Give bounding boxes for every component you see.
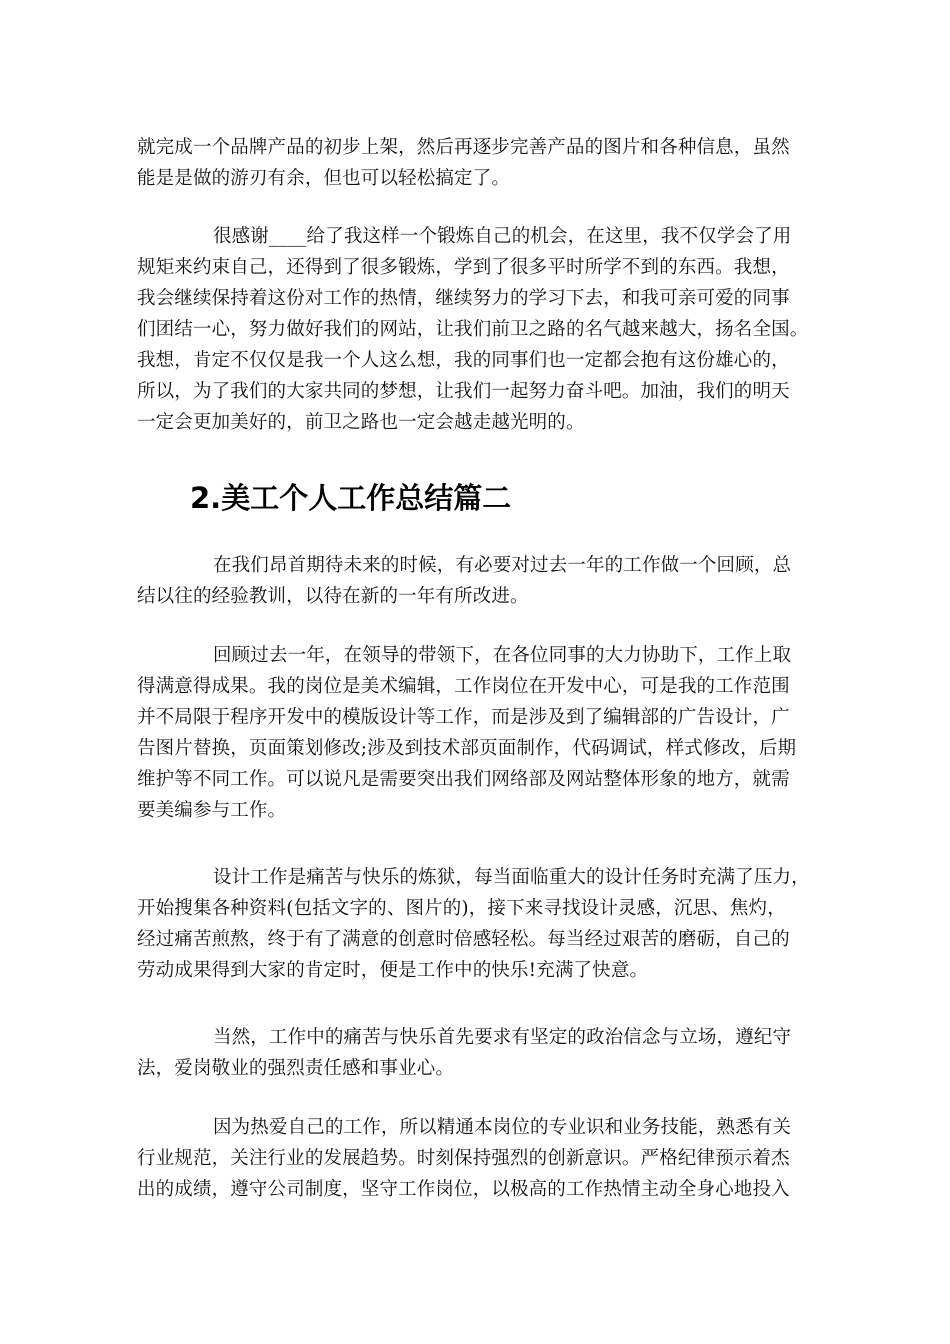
text-line: 要美编参与工作。 [137, 800, 287, 821]
text-line: 开始搜集各种资料(包括文字的、图片的)，接下来寻找设计灵感，沉思、焦灼， [137, 898, 786, 919]
paragraph-continuation [137, 132, 827, 194]
paragraph-intro [137, 550, 827, 612]
paragraph-review [137, 640, 827, 826]
text-line: 规矩来约束自己，还得到了很多锻炼，学到了很多平时所学不到的东西。我想， [137, 257, 790, 278]
section-heading: 2.美工个人工作总结篇二 [190, 481, 512, 515]
text-line: 经过痛苦煎熬，终于有了满意的创意时倍感轻松。每当经过艰苦的磨砺，自己的 [137, 929, 790, 950]
text-line: 当然，工作中的痛苦与快乐首先要求有坚定的政治信念与立场，遵纪守 [213, 1027, 792, 1048]
text-line: 得满意得成果。我的岗位是美术编辑，工作岗位在开发中心，可是我的工作范围 [137, 676, 790, 697]
paragraph-principles [137, 1022, 827, 1084]
text-line: 因为热爱自己的工作，所以精通本岗位的专业识和业务技能，熟悉有关 [213, 1117, 792, 1138]
text-line: 们团结一心，努力做好我们的网站，让我们前卫之路的名气越来越大，扬名全国。 [137, 319, 809, 340]
text-line: 很感谢____给了我这样一个锻炼自己的机会，在这里，我不仅学会了用 [213, 226, 792, 247]
text-line: 法，爱岗敬业的强烈责任感和事业心。 [137, 1058, 455, 1079]
text-line: 所以，为了我们的大家共同的梦想，让我们一起努力奋斗吧。加油，我们的明天 [137, 381, 790, 402]
text-line: 回顾过去一年，在领导的带领下，在各位同事的大力协助下，工作上取 [213, 645, 792, 666]
text-line: 我想，肯定不仅仅是我一个人这么想，我的同事们也一定都会抱有这份雄心的， [137, 350, 790, 371]
text-line: 就完成一个品牌产品的初步上架，然后再逐步完善产品的图片和各种信息，虽然 [137, 137, 790, 158]
text-line: 我会继续保持着这份对工作的热情，继续努力的学习下去，和我可亲可爱的同事 [137, 288, 790, 309]
text-line: 一定会更加美好的，前卫之路也一定会越走越光明的。 [137, 412, 585, 433]
text-line: 出的成绩，遵守公司制度，坚守工作岗位，以极高的工作热情主动全身心地投入 [137, 1179, 790, 1200]
text-line: 并不局限于程序开发中的模版设计等工作，而是涉及到了编辑部的广告设计，广 [137, 707, 790, 728]
text-line: 维护等不同工作。可以说凡是需要突出我们网络部及网站整体形象的地方，就需 [137, 769, 790, 790]
text-line: 在我们昂首期待未来的时候，有必要对过去一年的工作做一个回顾，总 [213, 555, 792, 576]
paragraph-expertise [137, 1112, 827, 1205]
text-line: 设计工作是痛苦与快乐的炼狱，每当面临重大的设计任务时充满了压力， [213, 867, 810, 888]
text-line: 告图片替换，页面策划修改;涉及到技术部页面制作，代码调试，样式修改，后期 [137, 738, 797, 759]
paragraph-design-work [137, 862, 827, 986]
text-line: 行业规范，关注行业的发展趋势。时刻保持强烈的创新意识。严格纪律预示着杰 [137, 1148, 790, 1169]
text-line: 能是是做的游刃有余，但也可以轻松搞定了。 [137, 168, 511, 189]
text-line: 结以往的经验教训，以待在新的一年有所改进。 [137, 586, 529, 607]
paragraph-thanks [137, 221, 827, 438]
text-line: 劳动成果得到大家的肯定时，便是工作中的快乐!充满了快意。 [137, 960, 649, 981]
